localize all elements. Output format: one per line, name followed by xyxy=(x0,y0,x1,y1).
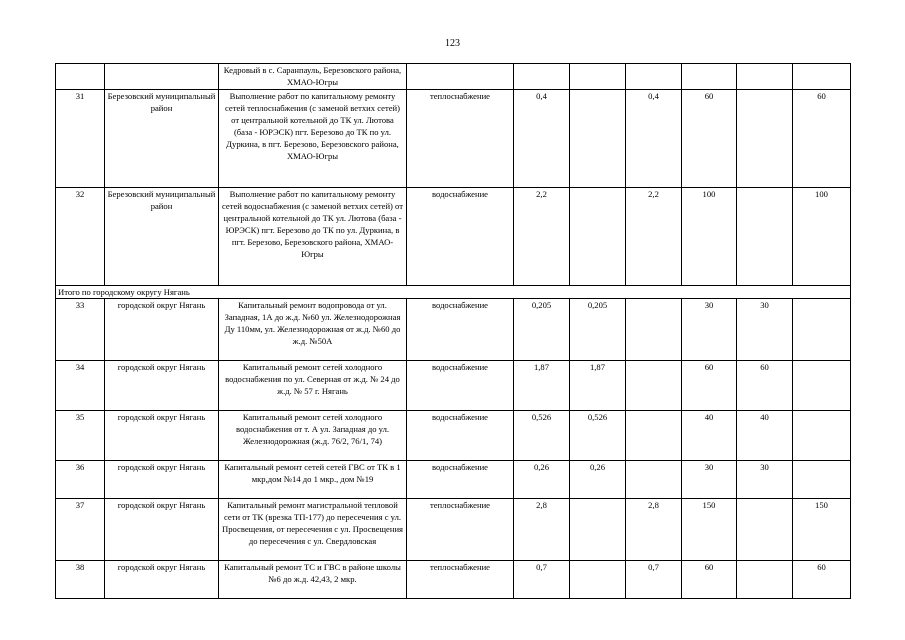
length-heat-cell: 2,8 xyxy=(626,499,682,561)
table-row xyxy=(56,361,851,411)
table-row xyxy=(56,299,851,361)
length-total-cell: 1,87 xyxy=(514,361,570,411)
utility-type-cell: теплоснабжение xyxy=(407,499,514,561)
row-number-cell xyxy=(56,64,105,90)
cost-water-cell xyxy=(737,188,793,286)
length-heat-cell: 0,4 xyxy=(626,90,682,188)
cost-total-cell: 40 xyxy=(682,411,737,461)
row-number-cell: 35 xyxy=(56,411,105,461)
work-name-cell: Капитальный ремонт ТС и ГВС в районе школы №6 до ж.д. 42,43, 2 мкр. xyxy=(219,561,407,599)
table-row xyxy=(56,461,851,499)
work-name-cell: Капитальный ремонт магистральной тепловой сети от ТК (врезка ТП-177) до пересечения с ул. Просвещения, от пересечения с ул. Просвещения до пересечения с ул. Свердловская xyxy=(219,499,407,561)
cost-heat-cell: 60 xyxy=(793,90,851,188)
cost-total-cell: 60 xyxy=(682,361,737,411)
length-total-cell: 2,2 xyxy=(514,188,570,286)
row-number-cell: 31 xyxy=(56,90,105,188)
utility-type-cell: теплоснабжение xyxy=(407,561,514,599)
length-heat-cell xyxy=(626,461,682,499)
municipality-cell: городской округ Нягань xyxy=(105,299,219,361)
table-row xyxy=(56,188,851,286)
cost-water-cell: 40 xyxy=(737,411,793,461)
cost-heat-cell: 60 xyxy=(793,561,851,599)
length-water-cell: 0,26 xyxy=(570,461,626,499)
table-row xyxy=(56,64,851,90)
length-water-cell xyxy=(570,561,626,599)
cost-heat-cell xyxy=(793,64,851,90)
work-name-cell: Кедровый в с. Саранпауль, Березовского района, ХМАО-Югры xyxy=(219,64,407,90)
page-number: 123 xyxy=(445,38,460,49)
cost-water-cell xyxy=(737,90,793,188)
length-heat-cell xyxy=(626,411,682,461)
cost-heat-cell: 100 xyxy=(793,188,851,286)
municipality-cell: городской округ Нягань xyxy=(105,361,219,411)
row-number-cell: 36 xyxy=(56,461,105,499)
work-name-cell: Выполнение работ по капитальному ремонту сетей водоснабжения (с заменой ветхих сетей) от центральной котельной до ТК ул. Лютова (база - ЮРЭСК) пгт. Березово до ТК по ул. Дуркина, в пгт. Березово, Березовского района, ХМАО-Югры xyxy=(219,188,407,286)
length-heat-cell: 0,7 xyxy=(626,561,682,599)
utility-type-cell: водоснабжение xyxy=(407,411,514,461)
cost-total-cell: 30 xyxy=(682,461,737,499)
municipality-cell: городской округ Нягань xyxy=(105,561,219,599)
cost-water-cell xyxy=(737,561,793,599)
row-number-cell: 32 xyxy=(56,188,105,286)
municipality-cell: городской округ Нягань xyxy=(105,461,219,499)
cost-heat-cell xyxy=(793,361,851,411)
utility-type-cell xyxy=(407,64,514,90)
cost-total-cell: 60 xyxy=(682,561,737,599)
cost-total-cell: 60 xyxy=(682,90,737,188)
utility-type-cell: водоснабжение xyxy=(407,299,514,361)
cost-total-cell xyxy=(682,64,737,90)
length-water-cell: 0,526 xyxy=(570,411,626,461)
table-row xyxy=(56,561,851,599)
cost-water-cell: 30 xyxy=(737,299,793,361)
work-name-cell: Капитальный ремонт водопровода от ул. Западная, 1А до ж.д. №60 ул. Железнодорожная Ду 110мм, ул. Железнодорожная от ж.д. №60 до ж.д. №50А xyxy=(219,299,407,361)
length-water-cell: 1,87 xyxy=(570,361,626,411)
cost-water-cell: 60 xyxy=(737,361,793,411)
section-subtitle-row xyxy=(56,286,851,299)
length-water-cell xyxy=(570,499,626,561)
work-name-cell: Капитальный ремонт сетей сетей ГВС от ТК в 1 мкр,дом №14 до 1 мкр., дом №19 xyxy=(219,461,407,499)
municipality-cell xyxy=(105,64,219,90)
length-total-cell: 2,8 xyxy=(514,499,570,561)
utility-type-cell: водоснабжение xyxy=(407,361,514,411)
cost-total-cell: 150 xyxy=(682,499,737,561)
works-table xyxy=(55,63,851,599)
length-water-cell xyxy=(570,188,626,286)
length-total-cell: 0,26 xyxy=(514,461,570,499)
cost-heat-cell xyxy=(793,461,851,499)
work-name-cell: Капитальный ремонт сетей холодного водоснабжения по ул. Северная от ж.д. № 24 до ж.д. № 57 г. Нягань xyxy=(219,361,407,411)
municipality-cell: городской округ Нягань xyxy=(105,499,219,561)
cost-heat-cell xyxy=(793,411,851,461)
length-total-cell: 0,7 xyxy=(514,561,570,599)
cost-heat-cell: 150 xyxy=(793,499,851,561)
length-heat-cell xyxy=(626,299,682,361)
length-heat-cell: 2,2 xyxy=(626,188,682,286)
length-water-cell xyxy=(570,64,626,90)
row-number-cell: 34 xyxy=(56,361,105,411)
utility-type-cell: водоснабжение xyxy=(407,461,514,499)
length-heat-cell xyxy=(626,64,682,90)
municipality-cell: Березовский муниципальный район xyxy=(105,188,219,286)
cost-total-cell: 30 xyxy=(682,299,737,361)
cost-water-cell: 30 xyxy=(737,461,793,499)
municipality-cell: Березовский муниципальный район xyxy=(105,90,219,188)
cost-total-cell: 100 xyxy=(682,188,737,286)
cost-water-cell xyxy=(737,64,793,90)
row-number-cell: 37 xyxy=(56,499,105,561)
length-total-cell: 0,4 xyxy=(514,90,570,188)
cost-heat-cell xyxy=(793,299,851,361)
work-name-cell: Капитальный ремонт сетей холодного водоснабжения от т. А ул. Западная до ул. Железнодорожная (ж.д. 76/2, 76/1, 74) xyxy=(219,411,407,461)
utility-type-cell: водоснабжение xyxy=(407,188,514,286)
table-row xyxy=(56,411,851,461)
utility-type-cell: теплоснабжение xyxy=(407,90,514,188)
table-row xyxy=(56,499,851,561)
length-total-cell: 0,205 xyxy=(514,299,570,361)
length-total-cell: 0,526 xyxy=(514,411,570,461)
municipality-cell: городской округ Нягань xyxy=(105,411,219,461)
cost-water-cell xyxy=(737,499,793,561)
row-number-cell: 33 xyxy=(56,299,105,361)
section-subtitle: Итого по городскому округу Нягань xyxy=(56,286,851,299)
work-name-cell: Выполнение работ по капитальному ремонту сетей теплоснабжения (с заменой ветхих сетей) от центральной котельной до ТК ул. Лютова (база - ЮРЭСК) пгт. Березово до ТК по ул. Дуркина, в пгт. Березово, Березовского района, ХМАО-Югры xyxy=(219,90,407,188)
row-number-cell: 38 xyxy=(56,561,105,599)
length-heat-cell xyxy=(626,361,682,411)
length-water-cell xyxy=(570,90,626,188)
table-row xyxy=(56,90,851,188)
length-water-cell: 0,205 xyxy=(570,299,626,361)
length-total-cell xyxy=(514,64,570,90)
